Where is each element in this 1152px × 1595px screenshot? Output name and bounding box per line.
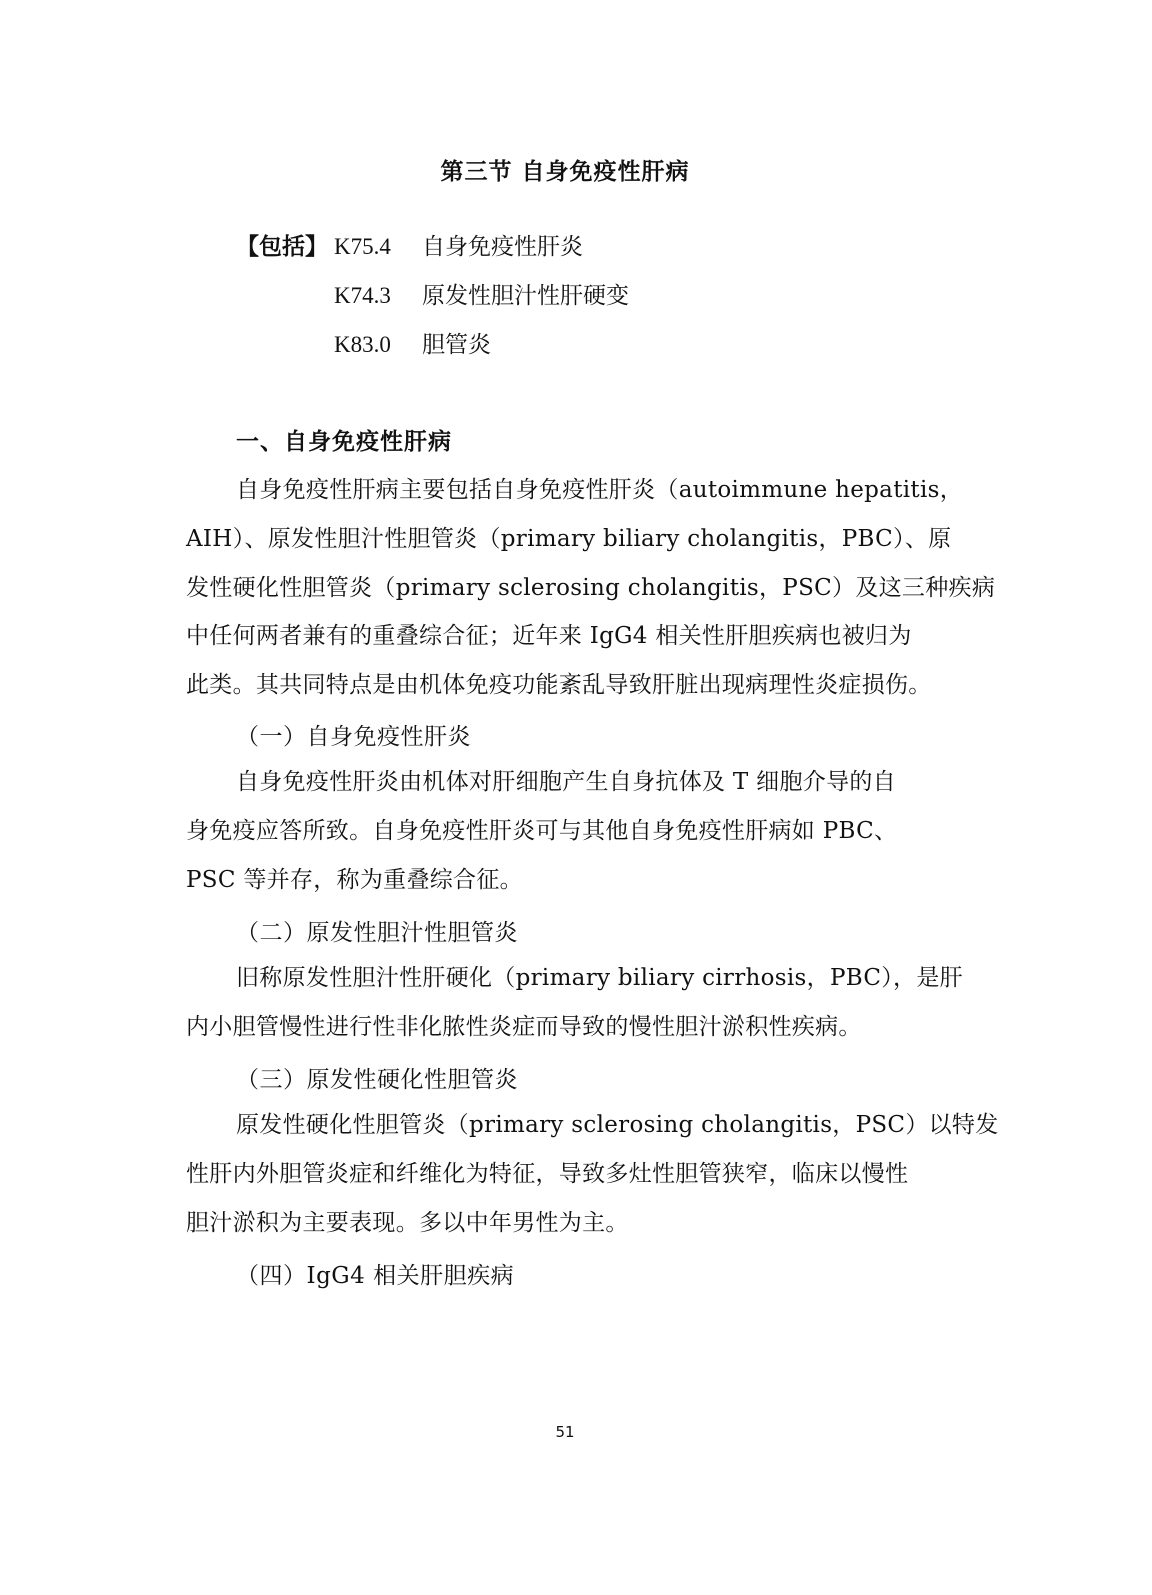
section-title: 第三节 自身免疫性肝病 <box>440 159 690 185</box>
text-line: 自身免疫性肝病主要包括自身免疫性肝炎（autoimmune hepatitis， <box>236 477 963 503</box>
text-line: 胆汁淤积为主要表现。多以中年男性为主。 <box>186 1209 629 1236</box>
icd-code: K74.3 <box>334 283 391 308</box>
heading-autoimmune-liver-disease: 一、自身免疫性肝病 <box>236 429 452 455</box>
paragraph-aih <box>186 758 956 904</box>
paragraph-pbc <box>186 954 963 1052</box>
text-line: 自身免疫性肝炎由机体对肝细胞产生自身抗体及 T 细胞介导的自 <box>236 769 896 795</box>
text-line: 原发性硬化性胆管炎（primary sclerosing cholangitis，PSC）以特发 <box>236 1112 999 1138</box>
icd-name: 原发性胆汁性肝硬变 <box>422 283 629 309</box>
includes-row <box>236 228 583 262</box>
text-line: 身免疫应答所致。自身免疫性肝炎可与其他自身免疫性肝病如 PBC、 <box>186 817 898 844</box>
text-line: 此类。其共同特点是由机体免疫功能紊乱导致肝脏出现病理性炎症损伤。 <box>186 672 932 699</box>
subheading-aih: （一）自身免疫性肝炎 <box>236 724 471 750</box>
icd-code: K83.0 <box>334 332 391 357</box>
text-line: 性肝内外胆管炎症和纤维化为特征，导致多灶性胆管狭窄，临床以慢性 <box>186 1160 909 1187</box>
icd-name: 胆管炎 <box>422 332 491 358</box>
includes-label: 【包括】 <box>236 234 328 260</box>
text-line: PSC 等并存，称为重叠综合征。 <box>186 866 523 893</box>
page-number: 51 <box>555 1423 575 1441</box>
icd-code: K75.4 <box>334 234 391 259</box>
text-line: AIH）、原发性胆汁性胆管炎（primary biliary cholangitis，PBC）、原 <box>186 525 952 552</box>
includes-row <box>236 326 491 360</box>
subheading-psc: （三）原发性硬化性胆管炎 <box>236 1067 518 1093</box>
text-line: 内小胆管慢性进行性非化脓性炎症而导致的慢性胆汁淤积性疾病。 <box>186 1013 862 1040</box>
icd-name: 自身免疫性肝炎 <box>422 234 583 260</box>
subheading-igg4: （四）IgG4 相关肝胆疾病 <box>236 1263 515 1289</box>
text-line: 旧称原发性胆汁性肝硬化（primary biliary cirrhosis，PBC），是肝 <box>236 965 963 991</box>
text-line: 中任何两者兼有的重叠综合征；近年来 IgG4 相关性肝胆疾病也被归为 <box>186 623 912 650</box>
paragraph-psc <box>186 1101 999 1247</box>
text-line: 发性硬化性胆管炎（primary sclerosing cholangitis，PSC）及这三种疾病 <box>186 574 996 601</box>
includes-row <box>236 277 629 311</box>
paragraph-overview <box>186 466 996 710</box>
subheading-pbc: （二）原发性胆汁性胆管炎 <box>236 920 518 946</box>
